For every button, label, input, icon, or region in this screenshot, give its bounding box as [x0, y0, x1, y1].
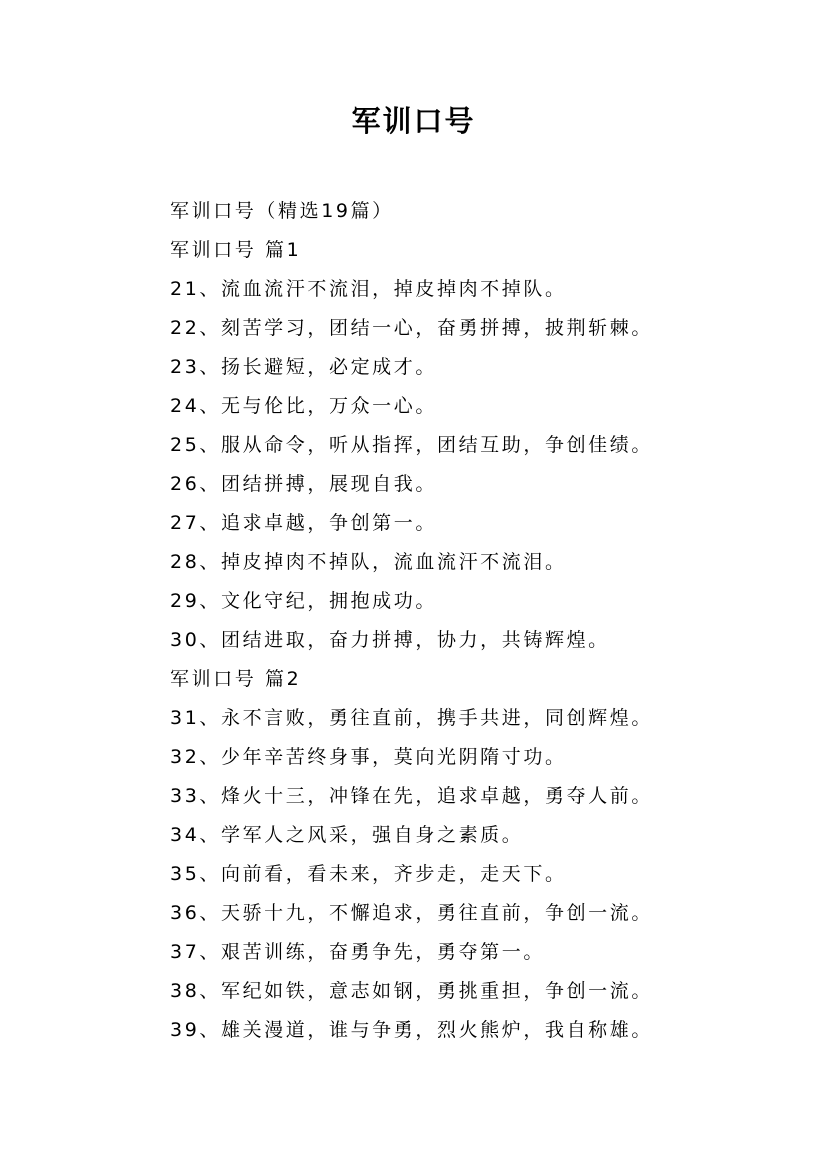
slogan-line: 23、扬长避短，必定成才。: [170, 356, 437, 378]
slogan-line: 38、军纪如铁，意志如钢，勇挑重担，争创一流。: [170, 980, 653, 1002]
slogan-line: 39、雄关漫道，谁与争勇，烈火熊炉，我自称雄。: [170, 1019, 653, 1041]
slogan-line: 24、无与伦比，万众一心。: [170, 395, 437, 417]
slogan-line: 36、天骄十九，不懈追求，勇往直前，争创一流。: [170, 902, 653, 924]
slogan-line: 35、向前看，看未来，齐步走，走天下。: [170, 863, 567, 885]
slogan-line: 31、永不言败，勇往直前，携手共进，同创辉煌。: [170, 707, 653, 729]
document-body: [170, 192, 730, 1050]
slogan-line: 34、学军人之风采，强自身之素质。: [170, 824, 524, 846]
section-heading: 军训口号 篇1: [170, 239, 302, 261]
document-title: 军训口号: [351, 104, 476, 138]
slogan-line: 30、团结进取，奋力拼搏，协力，共铸辉煌。: [170, 629, 610, 651]
slogan-line: 22、刻苦学习，团结一心，奋勇拼搏，披荆斩棘。: [170, 317, 653, 339]
slogan-line: 25、服从命令，听从指挥，团结互助，争创佳绩。: [170, 434, 653, 456]
section-heading: 军训口号 篇2: [170, 668, 302, 690]
slogan-line: 21、流血流汗不流泪，掉皮掉肉不掉队。: [170, 278, 567, 300]
slogan-line: 26、团结拼搏，展现自我。: [170, 473, 437, 495]
slogan-line: 27、追求卓越，争创第一。: [170, 512, 437, 534]
slogan-line: 29、文化守纪，拥抱成功。: [170, 590, 437, 612]
subtitle-line: 军训口号（精选19篇）: [170, 200, 394, 222]
slogan-line: 28、掉皮掉肉不掉队，流血流汗不流泪。: [170, 551, 567, 573]
slogan-line: 33、烽火十三，冲锋在先，追求卓越，勇夺人前。: [170, 785, 653, 807]
slogan-line: 37、艰苦训练，奋勇争先，勇夺第一。: [170, 941, 545, 963]
slogan-line: 32、少年辛苦终身事，莫向光阴隋寸功。: [170, 746, 567, 768]
